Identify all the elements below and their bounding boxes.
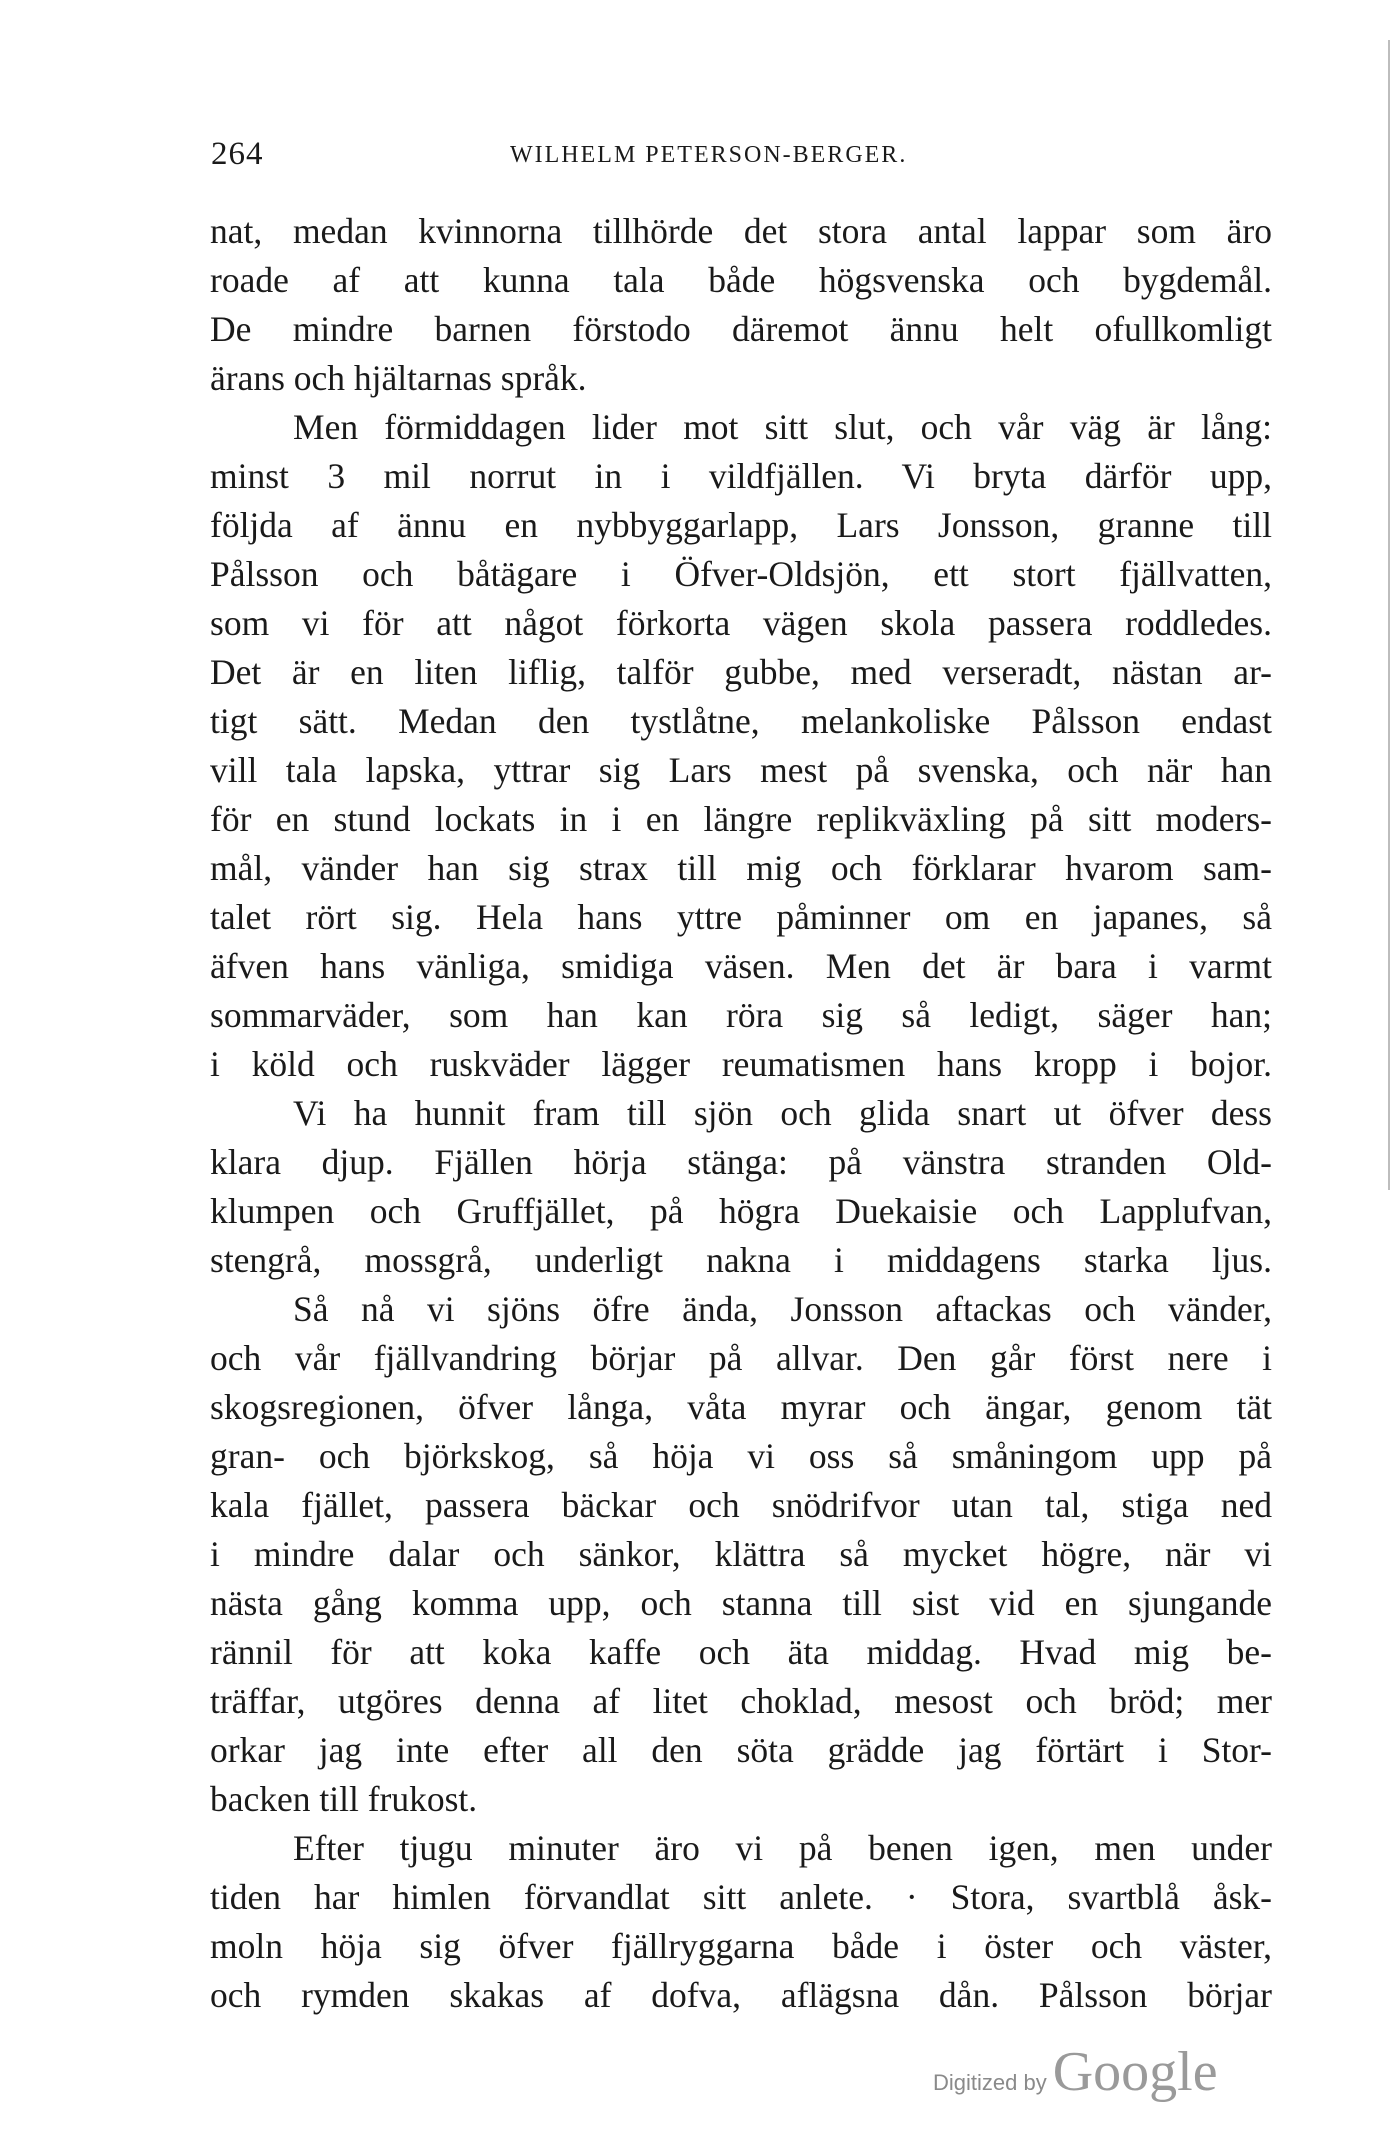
text-line: minst 3 mil norrut in i vildfjällen. Vi bryta därför upp, — [210, 456, 1272, 496]
text-line: skogsregionen, öfver långa, våta myrar och ängar, genom tät — [210, 1387, 1272, 1427]
text-line: stengrå, mossgrå, underligt nakna i middagens starka ljus. — [210, 1240, 1272, 1280]
text-line: Pålsson och båtägare i Öfver-Oldsjön, ett stort fjällvatten, — [210, 554, 1272, 594]
text-line: orkar jag inte efter all den söta grädde jag förtärt i Stor- — [210, 1730, 1272, 1770]
text-line: nästa gång komma upp, och stanna till sist vid en sjungande — [210, 1583, 1272, 1623]
text-line: moln höja sig öfver fjällryggarna både i öster och väster, — [210, 1926, 1272, 1966]
text-line: Vi ha hunnit fram till sjön och glida snart ut öfver dess — [293, 1093, 1272, 1133]
text-line: rännil för att koka kaffe och äta middag. Hvad mig be- — [210, 1632, 1272, 1672]
text-line: Det är en liten liflig, talför gubbe, med verseradt, nästan ar- — [210, 652, 1272, 692]
text-line: mål, vänder han sig strax till mig och förklarar hvarom sam- — [210, 848, 1272, 888]
text-line: sommarväder, som han kan röra sig så ledigt, säger han; — [210, 995, 1272, 1035]
text-line: i mindre dalar och sänkor, klättra så mycket högre, när vi — [210, 1534, 1272, 1574]
text-line: De mindre barnen förstodo däremot ännu helt ofullkomligt — [210, 309, 1272, 349]
text-line: följda af ännu en nybbyggarlapp, Lars Jonsson, granne till — [210, 505, 1272, 545]
text-line: träffar, utgöres denna af litet choklad, mesost och bröd; mer — [210, 1681, 1272, 1721]
text-line: gran- och björkskog, så höja vi oss så småningom upp på — [210, 1436, 1272, 1476]
digitized-credit — [933, 2040, 1218, 2110]
page-edge-mark — [1388, 40, 1390, 1190]
text-line: nat, medan kvinnorna tillhörde det stora antal lappar som äro — [210, 211, 1272, 251]
text-line: och rymden skakas af dofva, aflägsna dån. Pålsson börjar — [210, 1975, 1272, 2015]
page-number: 264 — [211, 136, 264, 172]
text-line: Så nå vi sjöns öfre ända, Jonsson aftackas och vänder, — [293, 1289, 1272, 1329]
text-line: som vi för att något förkorta vägen skola passera roddledes. — [210, 603, 1272, 643]
text-line: roade af att kunna tala både högsvenska och bygdemål. — [210, 260, 1272, 300]
text-line: äfven hans vänliga, smidiga väsen. Men det är bara i varmt — [210, 946, 1272, 986]
text-line: klumpen och Gruffjället, på högra Duekaisie och Lapplufvan, — [210, 1191, 1272, 1231]
digitized-label: Digitized by — [933, 2070, 1047, 2095]
text-line: ärans och hjältarnas språk. — [210, 358, 587, 398]
text-line: kala fjället, passera bäckar och snödrifvor utan tal, stiga ned — [210, 1485, 1272, 1525]
text-line: i köld och ruskväder lägger reumatismen hans kropp i bojor. — [210, 1044, 1272, 1084]
text-line: vill tala lapska, yttrar sig Lars mest på svenska, och när han — [210, 750, 1272, 790]
text-line: tigt sätt. Medan den tystlåtne, melankoliske Pålsson endast — [210, 701, 1272, 741]
text-line: och vår fjällvandring börjar på allvar. Den går först nere i — [210, 1338, 1272, 1378]
body-text — [210, 207, 1272, 2020]
text-line: klara djup. Fjällen hörja stänga: på vänstra stranden Old- — [210, 1142, 1272, 1182]
text-line: talet rört sig. Hela hans yttre påminner om en japanes, så — [210, 897, 1272, 937]
text-line: för en stund lockats in i en längre replikväxling på sitt moders- — [210, 799, 1272, 839]
text-line: Men förmiddagen lider mot sitt slut, och vår väg är lång: — [293, 407, 1272, 447]
text-line: tiden har himlen förvandlat sitt anlete. · Stora, svartblå åsk- — [210, 1877, 1272, 1917]
text-line: backen till frukost. — [210, 1779, 478, 1819]
google-logo: Google — [1052, 2041, 1218, 2103]
running-head: WILHELM PETERSON-BERGER. — [510, 142, 908, 168]
text-line: Efter tjugu minuter äro vi på benen igen, men under — [293, 1828, 1272, 1868]
